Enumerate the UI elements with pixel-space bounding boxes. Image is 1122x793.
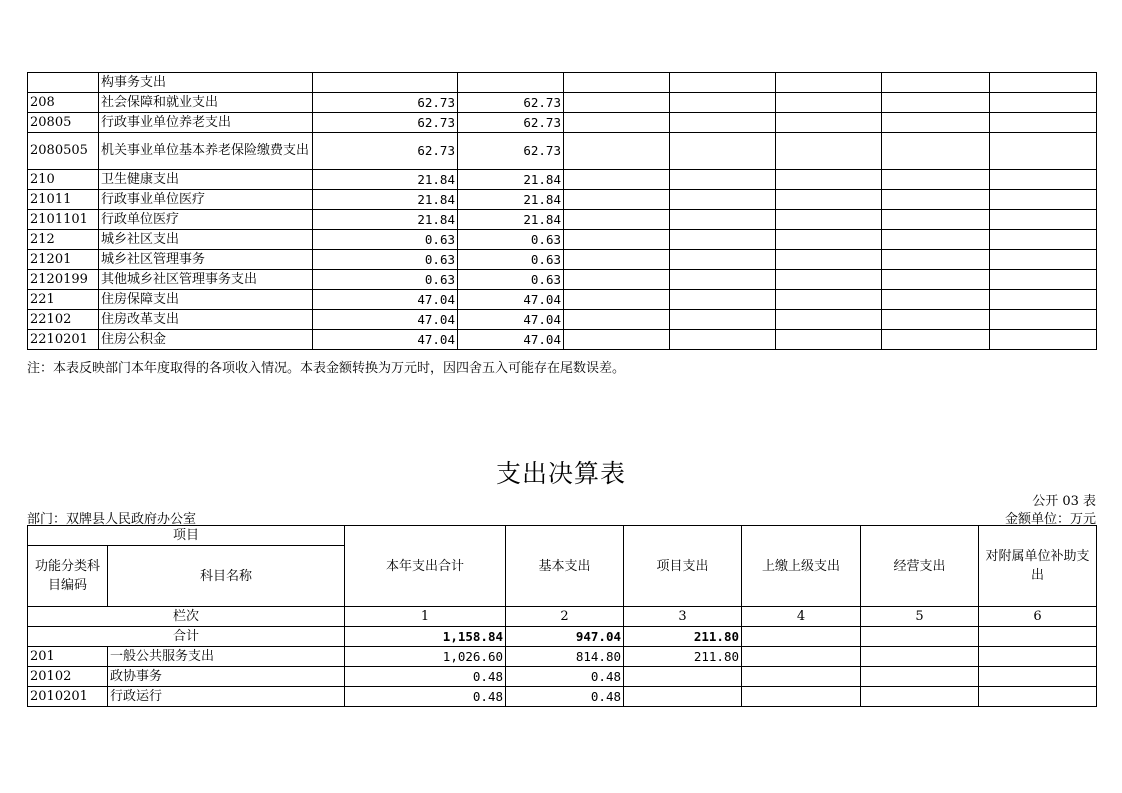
table-row xyxy=(28,190,1097,210)
row-basic: 0.48 xyxy=(506,687,624,707)
row-basic xyxy=(458,73,564,93)
header-col-4: 上缴上级支出 xyxy=(742,526,861,607)
row-total: 0.63 xyxy=(313,230,458,250)
table-row xyxy=(28,647,1097,667)
expenditure-table xyxy=(27,525,1097,707)
row-basic: 21.84 xyxy=(458,190,564,210)
table-row xyxy=(28,290,1097,310)
row-basic: 814.80 xyxy=(506,647,624,667)
row-code: 221 xyxy=(28,290,99,310)
table-note: 注：本表反映部门本年度取得的各项收入情况。本表金额转换为万元时，因四舍五入可能存在尾数误差。 xyxy=(27,361,626,376)
column-index-label: 栏次 xyxy=(28,607,345,627)
table-row xyxy=(28,113,1097,133)
table-row xyxy=(28,330,1097,350)
row-basic: 47.04 xyxy=(458,310,564,330)
row-code: 210 xyxy=(28,170,99,190)
column-index-row xyxy=(28,607,1097,627)
row-basic: 21.84 xyxy=(458,170,564,190)
row-name: 构事务支出 xyxy=(99,73,313,93)
table-row xyxy=(28,250,1097,270)
row-name: 行政事业单位医疗 xyxy=(99,190,313,210)
row-name: 行政事业单位养老支出 xyxy=(99,113,313,133)
row-basic: 47.04 xyxy=(458,330,564,350)
row-total: 21.84 xyxy=(313,210,458,230)
table-row xyxy=(28,687,1097,707)
row-basic: 21.84 xyxy=(458,210,564,230)
header-row xyxy=(28,526,1097,546)
row-basic: 47.04 xyxy=(458,290,564,310)
row-total: 0.48 xyxy=(345,687,506,707)
department-label: 部门：双牌县人民政府办公室 xyxy=(27,512,197,527)
row-name: 行政单位医疗 xyxy=(99,210,313,230)
column-number: 6 xyxy=(979,607,1097,627)
row-total: 47.04 xyxy=(313,310,458,330)
row-code: 20805 xyxy=(28,113,99,133)
row-total: 0.63 xyxy=(313,270,458,290)
table-row xyxy=(28,310,1097,330)
row-name: 住房公积金 xyxy=(99,330,313,350)
total-project: 211.80 xyxy=(624,627,742,647)
column-number: 3 xyxy=(624,607,742,627)
header-col-3: 项目支出 xyxy=(624,526,742,607)
row-code: 2101101 xyxy=(28,210,99,230)
row-name: 行政运行 xyxy=(108,687,345,707)
row-name: 其他城乡社区管理事务支出 xyxy=(99,270,313,290)
column-number: 4 xyxy=(742,607,861,627)
row-name: 卫生健康支出 xyxy=(99,170,313,190)
row-code: 2210201 xyxy=(28,330,99,350)
header-name: 科目名称 xyxy=(108,546,345,607)
row-code: 20102 xyxy=(28,667,108,687)
row-basic: 62.73 xyxy=(458,133,564,170)
header-col-1: 本年支出合计 xyxy=(345,526,506,607)
row-name: 一般公共服务支出 xyxy=(108,647,345,667)
row-total: 0.63 xyxy=(313,250,458,270)
row-code: 22102 xyxy=(28,310,99,330)
row-code: 2010201 xyxy=(28,687,108,707)
row-project xyxy=(624,667,742,687)
row-total: 62.73 xyxy=(313,133,458,170)
row-code: 212 xyxy=(28,230,99,250)
row-basic: 0.63 xyxy=(458,250,564,270)
table-row xyxy=(28,210,1097,230)
row-total: 21.84 xyxy=(313,170,458,190)
header-item: 项目 xyxy=(28,526,345,546)
row-basic: 62.73 xyxy=(458,93,564,113)
row-basic: 0.63 xyxy=(458,270,564,290)
total-basic: 947.04 xyxy=(506,627,624,647)
row-project xyxy=(624,687,742,707)
row-total: 62.73 xyxy=(313,113,458,133)
table-row xyxy=(28,230,1097,250)
unit-label: 金额单位：万元 xyxy=(1004,512,1096,527)
row-code xyxy=(28,73,99,93)
row-total: 47.04 xyxy=(313,290,458,310)
table-row xyxy=(28,93,1097,113)
table-row xyxy=(28,133,1097,170)
total-label: 合计 xyxy=(28,627,345,647)
top-continuation-table xyxy=(27,72,1097,350)
row-name: 城乡社区支出 xyxy=(99,230,313,250)
row-code: 2080505 xyxy=(28,133,99,170)
row-name: 政协事务 xyxy=(108,667,345,687)
total-row xyxy=(28,627,1097,647)
row-code: 21011 xyxy=(28,190,99,210)
row-name: 社会保障和就业支出 xyxy=(99,93,313,113)
row-name: 城乡社区管理事务 xyxy=(99,250,313,270)
row-total: 1,026.60 xyxy=(345,647,506,667)
row-basic: 0.48 xyxy=(506,667,624,687)
header-col-5: 经营支出 xyxy=(861,526,979,607)
form-code: 公开 03 表 xyxy=(1032,494,1096,509)
row-code: 21201 xyxy=(28,250,99,270)
row-basic: 0.63 xyxy=(458,230,564,250)
row-total xyxy=(313,73,458,93)
column-number: 2 xyxy=(506,607,624,627)
row-name: 住房改革支出 xyxy=(99,310,313,330)
column-number: 5 xyxy=(861,607,979,627)
header-code: 功能分类科目编码 xyxy=(28,546,108,607)
row-total: 21.84 xyxy=(313,190,458,210)
row-name: 机关事业单位基本养老保险缴费支出 xyxy=(99,133,313,170)
row-name: 住房保障支出 xyxy=(99,290,313,310)
table-row xyxy=(28,667,1097,687)
header-col-6: 对附属单位补助支出 xyxy=(979,526,1097,607)
table-row xyxy=(28,73,1097,93)
row-basic: 62.73 xyxy=(458,113,564,133)
row-code: 208 xyxy=(28,93,99,113)
row-total: 0.48 xyxy=(345,667,506,687)
column-number: 1 xyxy=(345,607,506,627)
table-row xyxy=(28,170,1097,190)
page-title: 支出决算表 xyxy=(495,459,626,488)
row-total: 47.04 xyxy=(313,330,458,350)
header-col-2: 基本支出 xyxy=(506,526,624,607)
row-code: 2120199 xyxy=(28,270,99,290)
row-code: 201 xyxy=(28,647,108,667)
table-row xyxy=(28,270,1097,290)
row-total: 62.73 xyxy=(313,93,458,113)
total-value: 1,158.84 xyxy=(345,627,506,647)
row-project: 211.80 xyxy=(624,647,742,667)
